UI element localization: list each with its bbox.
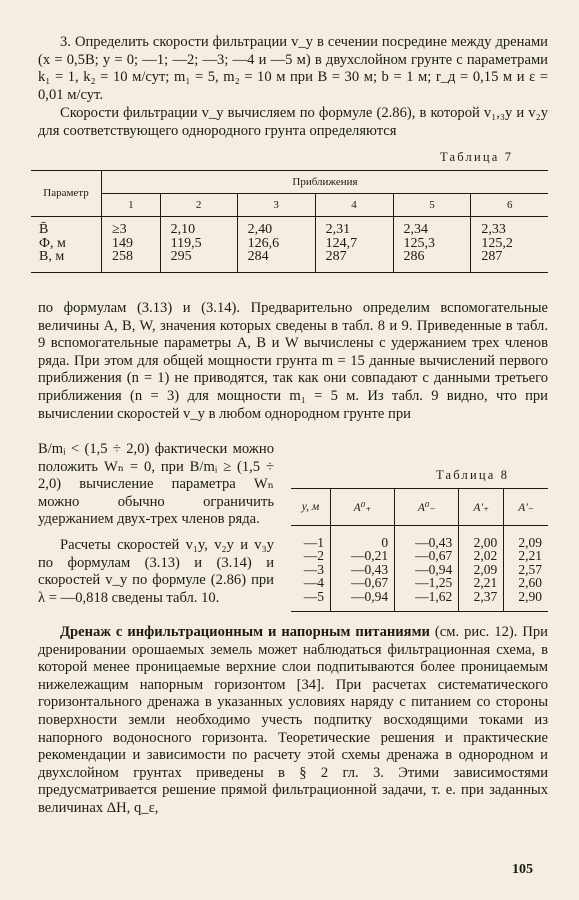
- table-7-col-6: [471, 217, 548, 273]
- paragraph-auxiliary-values: по формулам (3.13) и (3.14). Предварительно определим вспомогательные величины A, B, W, значения которых сведены в табл. 8 и 9. Приведенные в табл. 9 вспомогательные параметры A, B и W вычислены с удержанием трех членов ряда. При этом для общей мощности грунта m = 15 данные вычислений первого приближения (n = 1) не приводятся, так как они совпадают с данными третьего приближения (n = 3) для мощности m₁ = 5 м. Из табл. 9 видно, что при вычислении скоростей v_y в любом однородном грунте при: [38, 300, 548, 422]
- table-7-col-header: 2: [160, 194, 237, 217]
- table-8-cell: 2,60: [518, 575, 542, 591]
- table-7-col-4: [315, 217, 393, 273]
- table-8-caption: Таблица 8: [436, 468, 510, 482]
- table-7-cell: 125,3: [403, 235, 435, 251]
- table-7-row-name: B, м: [39, 249, 65, 264]
- table-7-cell: ≥3: [112, 222, 127, 237]
- table-7-col-header: 5: [393, 194, 471, 217]
- table-8-col-a1-plus: [459, 526, 504, 612]
- table-8-cell: —0,67: [350, 575, 389, 591]
- table-8-header: y, м: [291, 489, 330, 526]
- table-8: [291, 488, 548, 612]
- drainage-heading: Дренаж с инфильтрационным и напорным питаниями: [60, 624, 430, 640]
- table-8-cell: —0,21: [350, 548, 389, 564]
- table-8-cell: —0,43: [350, 561, 389, 577]
- table-8-cell: 2,90: [518, 588, 542, 604]
- table-8-col-a1-minus: [504, 526, 548, 612]
- table-7-row-name: B̄: [39, 222, 49, 237]
- table-7-cell: 2,33: [481, 222, 506, 237]
- table-7-cell: 284: [247, 249, 269, 264]
- table-8-cell: —0,67: [415, 548, 453, 564]
- table-8-cell: 0: [381, 535, 389, 550]
- table-8-col-a0-minus: [395, 526, 459, 612]
- table-7-cell: 119,5: [170, 235, 202, 251]
- paragraph-drainage: [38, 624, 548, 818]
- table-8-cell: 2,00: [473, 535, 498, 550]
- table-7-row-name: Ф, м: [39, 235, 66, 251]
- table-8-header: A′₋: [504, 489, 548, 526]
- table-8-cell: —1,62: [415, 588, 453, 604]
- table-8-cell: 2,37: [473, 588, 498, 604]
- table-8-cell: —1,25: [415, 575, 453, 591]
- table-8-header: A⁰₋: [395, 489, 459, 526]
- table-7-col-header: 3: [237, 194, 315, 217]
- table-8-cell: —5: [303, 588, 324, 604]
- table-8-cell: —2: [303, 548, 324, 564]
- table-7-cell: 295: [170, 249, 192, 264]
- table-8-header: A⁰₊: [330, 489, 394, 526]
- table-7-cell: 124,7: [325, 235, 358, 251]
- table-7-cell: 258: [112, 249, 133, 264]
- table-8-col-y: [291, 526, 330, 612]
- table-7-col-header: 6: [471, 194, 548, 217]
- table-7-cell: 287: [325, 249, 347, 264]
- table-7-col-header: 4: [315, 194, 393, 217]
- table-7-cell: 2,34: [403, 222, 428, 237]
- table-7-col-1: [102, 217, 161, 273]
- table-8-cell: —0,43: [415, 535, 453, 550]
- table-7-cell: 287: [481, 249, 503, 264]
- table-7-param-header: Параметр: [31, 171, 102, 217]
- table-7-col-2: [160, 217, 237, 273]
- table-8-cell: —4: [303, 575, 324, 591]
- table-8-cell: 2,21: [518, 548, 542, 564]
- table-8-col-a0-plus: [330, 526, 394, 612]
- table-7-col-5: [393, 217, 471, 273]
- table-7-col-3: [237, 217, 315, 273]
- table-8-cell: —1: [303, 535, 324, 550]
- table-8-cell: 2,09: [473, 561, 498, 577]
- table-7-group-header: Приближения: [102, 171, 549, 194]
- table-7-col-header: 1: [102, 194, 161, 217]
- table-7-caption: Таблица 7: [440, 150, 514, 164]
- paragraph-velocity-calculations: Расчеты скоростей v₁y, v₂y и v₃y по формулам (3.13) и (3.14) и скоростей v_y по формуле (2.86) при λ = —0,818 сведены табл. 10.: [38, 537, 274, 606]
- table-7-cell: 2,31: [325, 222, 351, 237]
- table-7-cell: 125,2: [481, 235, 513, 251]
- table-8-cell: 2,57: [518, 561, 542, 577]
- table-7-cell: 126,6: [247, 235, 280, 251]
- table-8-cell: —0,94: [415, 561, 453, 577]
- table-8-cell: —0,94: [350, 588, 389, 604]
- table-7-row-names: [31, 217, 102, 273]
- table-8-cell: 2,02: [473, 548, 498, 564]
- table-7-cell: 2,10: [170, 222, 196, 237]
- table-8-cell: 2,21: [473, 575, 498, 591]
- paragraph-series-terms: B/mᵢ < (1,5 ÷ 2,0) фактически можно положить Wₙ = 0, при B/mᵢ ≥ (1,5 ÷ 2,0) вычисление параметра Wₙ можно обычно ограничить удержанием двух-трех членов ряда.: [38, 441, 274, 528]
- table-7-cell: 149: [112, 235, 133, 251]
- table-7-cell: 286: [403, 249, 425, 264]
- table-7-cell: 2,40: [247, 222, 273, 237]
- page-number: 105: [512, 862, 533, 877]
- drainage-text: (см. рис. 12). При дренировании орошаемых земель может наблюдаться фильтрационная схема, в которой менее проницаемые верхние слои подпитываются более проницаемым нижележащим напорным горизонтом [34]. При расчетах систематического горизонтального дренажа в указанных условиях наряду с питанием со стороны поверхности земли необходимо учесть подпитку восходящими токами из напорного водоносного горизонта. Теоретические решения и практические рекомендации и зависимости по расчету этой схемы дренажа в однородном и двухслойном грунтах приведены в § 2 гл. 3. Этими зависимостями предусматривается решение прямой фильтрационной задачи, т. е. при заданных величинах ΔH, q_ε,: [38, 624, 548, 816]
- table-7: [31, 170, 548, 273]
- table-8-header: A′₊: [459, 489, 504, 526]
- paragraph-velocity-formula: Скорости фильтрации v_y вычисляем по формуле (2.86), в которой v₁,₃y и v₂y для соответствующего однородного грунта определяются: [38, 105, 548, 139]
- table-8-cell: —3: [303, 561, 324, 577]
- table-8-cell: 2,09: [518, 535, 542, 550]
- paragraph-problem-3: 3. Определить скорости фильтрации v_y в сечении посредине между дренами (x = 0,5B; y = 0; —1; —2; —3; —4 и —5 м) в двухслойном грунте с параметрами k₁ = 1, k₂ = 10 м/сут; m₁ = 5, m₂ = 10 м при B = 30 м; b = 1 м; r_д = 0,15 м и ε = 0,01 м/сут.: [38, 34, 548, 103]
